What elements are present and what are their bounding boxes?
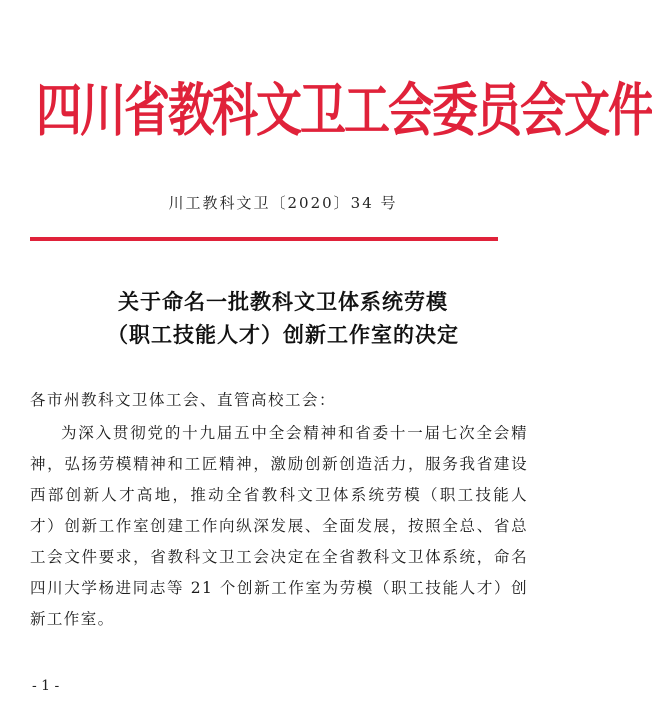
document-number: 川工教科文卫〔2020〕34 号 [168, 194, 398, 212]
body-paragraph: 为深入贯彻党的十九届五中全会精神和省委十一届七次全会精神，弘扬劳模精神和工匠精神，激励创新创造活力，服务我省建设西部创新人才高地，推动全省教科文卫体系统劳模（职工技能人才）创新工作室创建工作向纵深发展、全面发展，按照全总、省总工会文件要求，省教科文卫工会决定在全省教科文卫体系统，命名四川大学杨进同志等 21 个创新工作室为劳模（职工技能人才）创新工作室。 [30, 424, 528, 628]
addressee: 各市州教科文卫体工会、直管高校工会： [30, 391, 337, 409]
document-title-line-1: 关于命名一批教科文卫体系统劳模 [118, 290, 448, 314]
red-divider-line [30, 237, 498, 241]
page-number: - 1 - [32, 678, 60, 694]
red-masthead: 四川省教科文卫工会委员会文件 [36, 76, 652, 144]
document-title-line-2: （职工技能人才）创新工作室的决定 [107, 323, 459, 347]
